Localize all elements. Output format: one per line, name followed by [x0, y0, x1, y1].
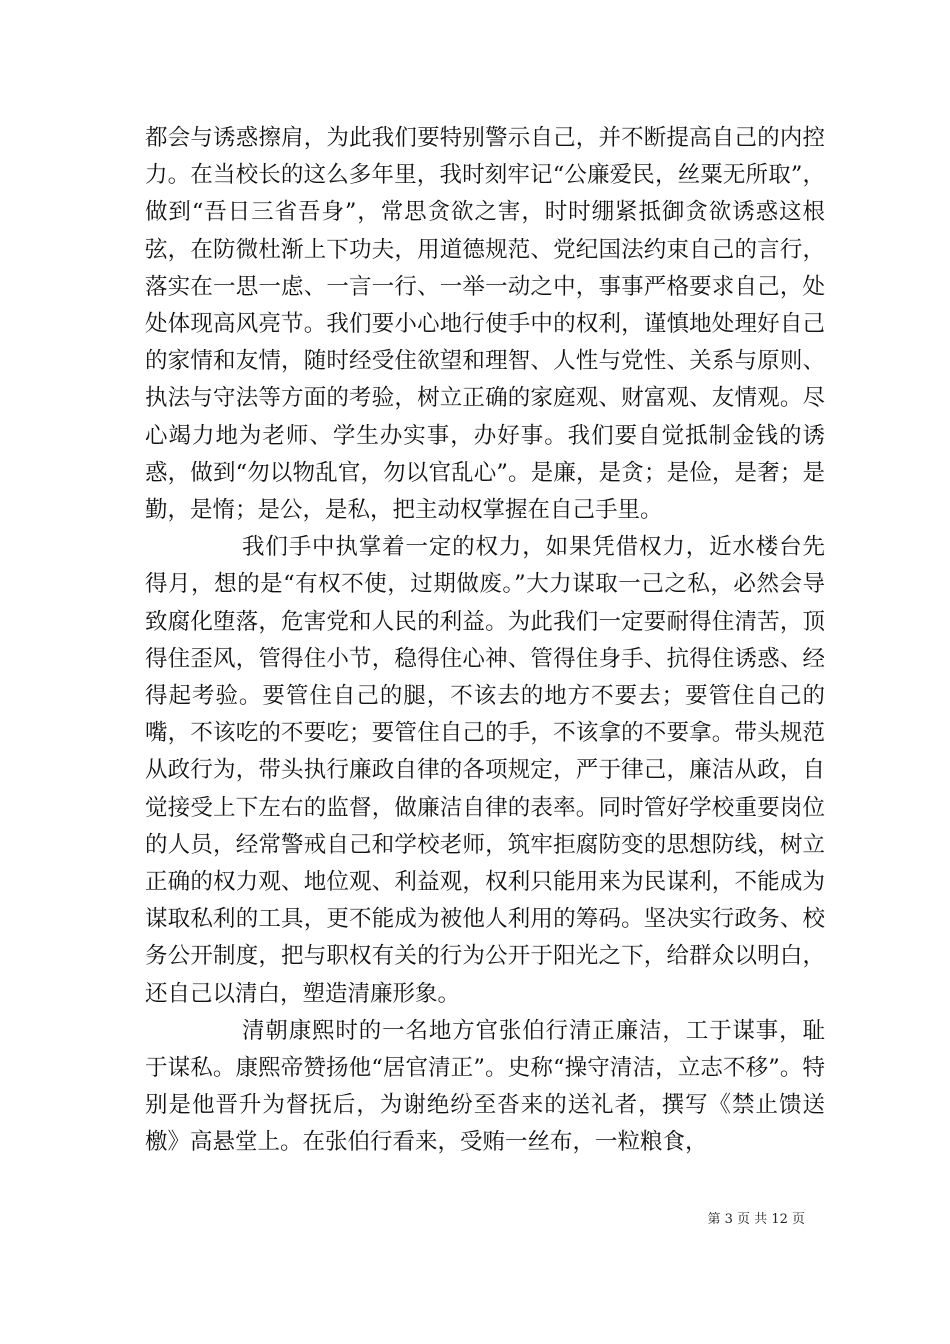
paragraph-zhang-boxing: 清朝康熙时的一名地方官张伯行清正廉洁，工于谋事，耻于谋私。康熙帝赞扬他“居官清正”。史称“操守清洁，立志不移”。特别是他晋升为督抚后，为谢绝纷至沓来的送礼者，撰写《禁止馈送檄》高悬堂上。在张伯行看来，受贿一丝布，一粒粮食， — [145, 1017, 825, 1156]
page-number-footer: 第 3 页 共 12 页 — [707, 1212, 805, 1227]
paragraph-power: 我们手中执掌着一定的权力，如果凭借权力，近水楼台先得月，想的是“有权不使，过期做废。”大力谋取一己之私，必然会导致腐化堕落，危害党和人民的利益。为此我们一定要耐得住清苦，顶得住歪风，管得住小节，稳得住心神、管得住身手、抗得住诱惑、经得起考验。要管住自己的腿，不该去的地方不要去；要管住自己的嘴，不该吃的不要吃；要管住自己的手，不该拿的不要拿。带头规范从政行为，带头执行廉政自律的各项规定，严于律己，廉洁从政，自觉接受上下左右的监督，做廉洁自律的表率。同时管好学校重要岗位的人员，经常警戒自己和学校老师，筑牢拒腐防变的思想防线，树立正确的权力观、地位观、利益观，权利只能用来为民谋利，不能成为谋取私利的工具，更不能成为被他人利用的筹码。坚决实行政务、校务公开制度，把与职权有关的行为公开于阳光之下，给群众以明白，还自己以清白，塑造清廉形象。 — [145, 534, 825, 1007]
paragraph-continuation: 都会与诱惑擦肩，为此我们要特别警示自己，并不断提高自己的内控力。在当校长的这么多年里，我时刻牢记“公廉爱民，丝粟无所取”，做到“吾日三省吾身”，常思贪欲之害，时时绷紧抵御贪欲诱惑这根弦，在防微杜渐上下功夫，用道德规范、党纪国法约束自己的言行，落实在一思一虑、一言一行、一举一动之中，事事严格要求自己，处处体现高风亮节。我们要小心地行使手中的权利，谨慎地处理好自己的家情和友情，随时经受住欲望和理智、人性与党性、关系与原则、执法与守法等方面的考验，树立正确的家庭观、财富观、友情观。尽心竭力地为老师、学生办实事，办好事。我们要自觉抵制金钱的诱惑，做到“勿以物乱官，勿以官乱心”。是廉，是贪；是俭，是奢；是勤，是惰；是公，是私，把主动权掌握在自己手里。 — [145, 125, 825, 524]
document-body — [145, 120, 825, 1162]
